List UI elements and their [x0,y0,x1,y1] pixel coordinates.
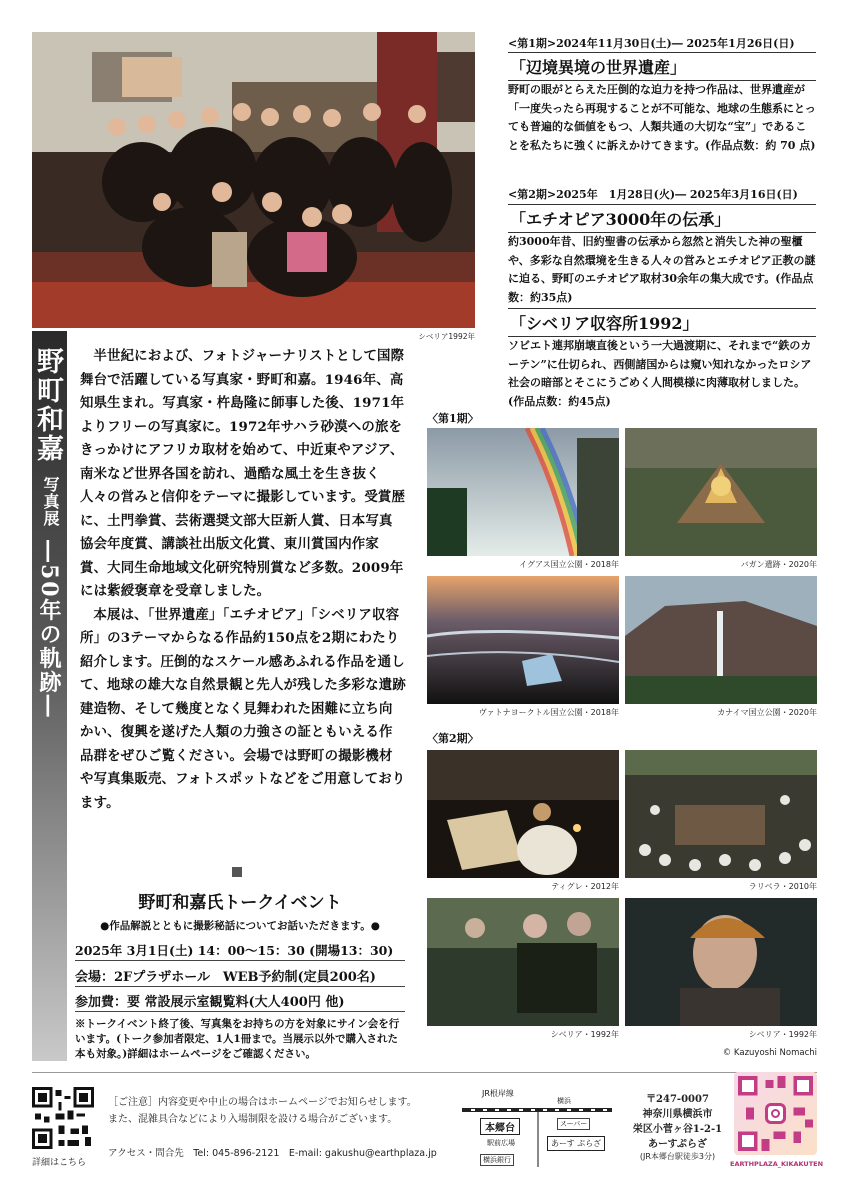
intro-paragraph-2: 本展は、「世界遺産」「エチオピア」「シベリア収容所」の3テーマからなる作品約150点を2期にわたり紹介します。圧倒的なスケール感あふれる作品を通して、地球の雄大な自然景観と先人が残した多彩な遺跡建造物、そして幾度となく見舞われた困難に立ち向かい、復興を遂げた人類の力強さの証ともいえる作品群をぜひご覧ください。会場では野町の撮影機材や写真集販売、フォトスポットなどをご用意しております。 [80,606,406,811]
address-line-4: (JR本郷台駅徒歩3分) [639,1152,716,1161]
exhibit-subtitle: ―50年の軌跡― [36,540,62,719]
address-line-1: 神奈川県横浜市 [642,1109,713,1120]
period-2-dates: <第2期>2025年 1月28日(火)― 2025年3月16日(日) [508,188,798,201]
gallery-phase-2-label: 〈第2期〉 [427,732,479,745]
period-3-description: ソビエト連邦崩壊直後という一大過渡期に、それまで“鉄のカーテン”に仕切られ、西側諸国からは窺い知れなかったロシア社会の暗部とそこにうごめく人間模様に肉薄取材しました。(作品点数：約45点) [508,339,812,408]
photo-vatnajokull [427,576,619,704]
map-road [537,1112,539,1167]
exhibit-label: 写真展 [41,476,60,527]
talk-event-date: 2025年 3月1日(土) 14：00～15：30 (開場13：30) [75,941,405,961]
period-2-title: 「エチオピア3000年の伝承」 [508,204,816,233]
map-line-label: JR根岸線 [482,1089,514,1098]
period-1-dates: <第1期>2024年11月30日(土)― 2025年1月26日(日) [508,37,795,50]
photo-siberia-2 [625,898,817,1026]
instagram-icon [765,1103,786,1124]
map-direction: 横浜 [557,1097,571,1105]
intro-paragraph-1: 半世紀におよび、フォトジャーナリストとして国際舞台で活躍している写真家・野町和嘉。1946年、高知県生まれ。写真家・杵島隆に師事した後、1971年よりフリーの写真家に。1972年サハラ砂漠への旅をきっかけにアフリカ取材を始めて、中近東やアジア、南米など世界各国を訪れ、過酷な風土を生き抜く人々の営みと信仰をテーマに撮影しています。受賞歴に、土門拳賞、芸術選奨文部大臣新人賞、日本写真協会年度賞、講談社出版文化賞、東川賞国内作家賞、大同生命地域文化研究特別賞など多数。2009年には紫綬褒章を受章しました。 [80,348,406,599]
caption-siberia-1: シベリア・1992年 [550,1030,619,1039]
period-3-title: 「シベリア収容所1992」 [508,308,816,337]
intro-text [80,345,406,815]
gallery-phase-1-label: 〈第1期〉 [427,412,479,425]
qr-code-details[interactable] [32,1087,94,1149]
period-2-description: 約3000年昔、旧約聖書の伝承から忽然と消失した神の聖櫃や、多彩な自然環境を生きる人々の営みとエチオピア正教の謎に迫る、野町のエチオピア取材30余年の集大成です。(作品点数：約35点) [508,235,816,304]
photo-iguazu [427,428,619,556]
qr-caption: 詳細はこちら [32,1158,87,1168]
address-line-2: 栄区小菅ヶ谷1-2-1 [632,1124,723,1135]
map-station: 本郷台 [480,1118,520,1135]
main-photo-siberia-group [32,32,475,328]
talk-event-fee: 参加費：要 常設展示室観覧料(大人400円 他) [75,991,405,1012]
photo-siberia-1 [427,898,619,1026]
map-venue: あーす ぷらざ [547,1136,605,1151]
instagram-icon-lens [771,1109,780,1118]
caption-lalibela: ラリベラ・2010年 [748,882,817,891]
talk-event-venue: 会場：2Fプラザホール WEB予約制(定員200名) [75,966,405,987]
copyright: © Kazuyoshi Nomachi [722,1048,817,1058]
caption-bagan: バガン遺跡・2020年 [740,560,817,569]
postal-code: 〒247-0007 [646,1094,709,1105]
caption-siberia-2: シベリア・1992年 [748,1030,817,1039]
period-1-title: 「辺境異境の世界遺産」 [508,52,816,81]
caption-tigray: ティグレ・2012年 [551,882,619,891]
address-line-3: あーすぷらざ [648,1139,707,1150]
map-plaza: 駅前広場 [487,1139,515,1147]
photo-canaima [625,576,817,704]
main-photo-caption: シベリア1992年 [418,332,475,341]
period-1-description: 野町の眼がとらえた圧倒的な迫力を持つ作品は、世界遺産が「一度失ったら再現することが不可能な、地球の生態系にとっても普遍的な価値をもつ、人類共通の大切な“宝”」であることを私たちに強くに訴えかけてきます。(作品点数：約 70 点) [508,83,816,152]
photo-lalibela [625,750,817,878]
talk-event-note: ※トークイベント終了後、写真集をお持ちの方を対象にサイン会を行います。(トーク参加者限定、1人1冊まで。当展示以外で購入された本も対象。)詳細はホームページをご確認ください。 [75,1018,400,1060]
instagram-handle: EARTHPLAZA_KIKAKUTEN [730,1160,824,1168]
map-bank: 横浜銀行 [480,1154,514,1166]
footer-divider [32,1072,817,1073]
map-supermarket: スーパー [557,1118,590,1130]
caption-vatnajokull: ヴァトナヨークトル国立公園・2018年 [478,708,619,717]
section-divider [232,867,242,877]
photo-bagan [625,428,817,556]
caption-iguazu: イグアス国立公園・2018年 [519,560,619,569]
footer-notice-1: ［ご注意］内容変更や中止の場合はホームページでお知らせします。 [108,1097,417,1108]
talk-event-title: 野町和嘉氏トークイベント [138,893,342,913]
artist-name: 野町和嘉 [32,347,63,463]
instagram-qr-code[interactable] [734,1072,817,1155]
footer-notice-2: また、混雑具合などにより入場制限を設ける場合がございます。 [108,1114,398,1125]
access-map [462,1088,614,1168]
caption-canaima: カナイマ国立公園・2020年 [717,708,817,717]
talk-event-subtitle: ●作品解説とともに撮影秘話についてお話いただきます。● [100,920,380,932]
footer-contact: アクセス・問合先 Tel: 045-896-2121 E-mail: gakushu@earthplaza.jp [108,1148,437,1159]
photo-tigray [427,750,619,878]
